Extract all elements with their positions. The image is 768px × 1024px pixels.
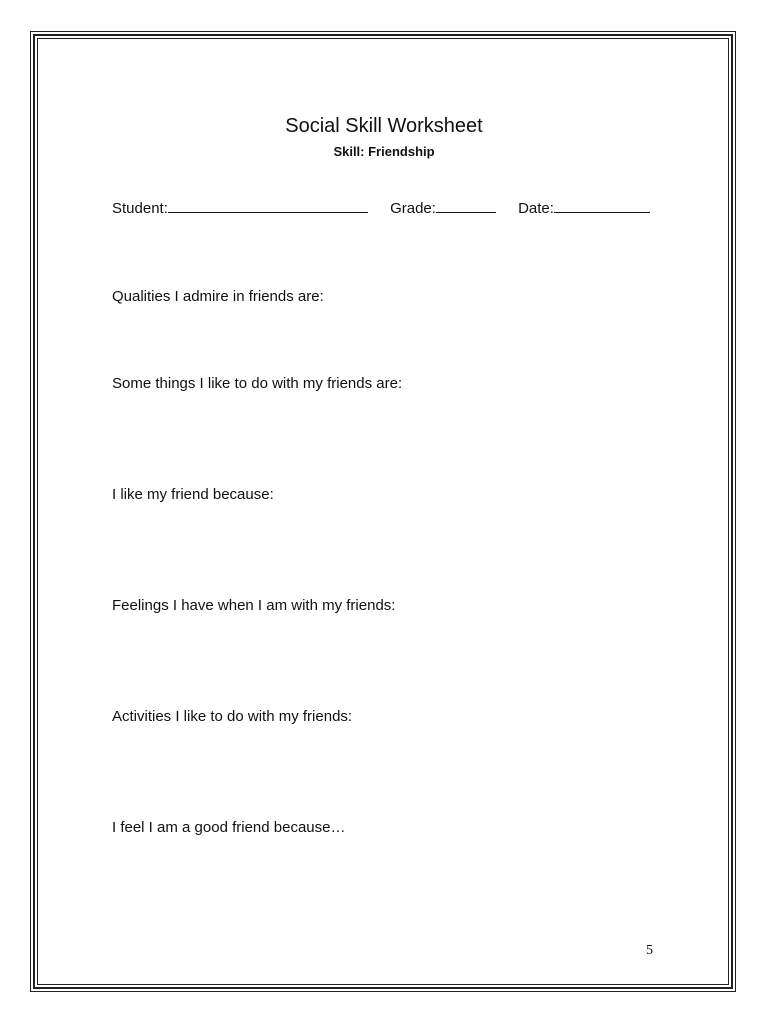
date-blank[interactable] xyxy=(554,197,650,213)
prompt-activities: Activities I like to do with my friends: xyxy=(112,708,353,725)
student-info-line xyxy=(112,197,650,219)
student-blank[interactable] xyxy=(168,197,368,213)
prompt-like-friend: I like my friend because: xyxy=(112,486,274,503)
date-field xyxy=(518,197,650,219)
page-number: 5 xyxy=(646,943,653,958)
prompt-things-to-do: Some things I like to do with my friends are: xyxy=(112,375,403,392)
prompt-feelings: Feelings I have when I am with my friends: xyxy=(112,597,396,614)
grade-field xyxy=(390,197,496,219)
grade-label: Grade: xyxy=(390,200,436,217)
page-border-inner xyxy=(37,38,729,985)
date-label: Date: xyxy=(518,200,554,217)
student-field xyxy=(112,197,368,219)
skill-subtitle: Skill: Friendship xyxy=(333,144,435,159)
student-label: Student: xyxy=(112,200,168,217)
prompt-good-friend: I feel I am a good friend because… xyxy=(112,819,346,836)
prompt-qualities: Qualities I admire in friends are: xyxy=(112,288,324,305)
grade-blank[interactable] xyxy=(436,197,496,213)
worksheet-title: Social Skill Worksheet xyxy=(285,115,483,137)
